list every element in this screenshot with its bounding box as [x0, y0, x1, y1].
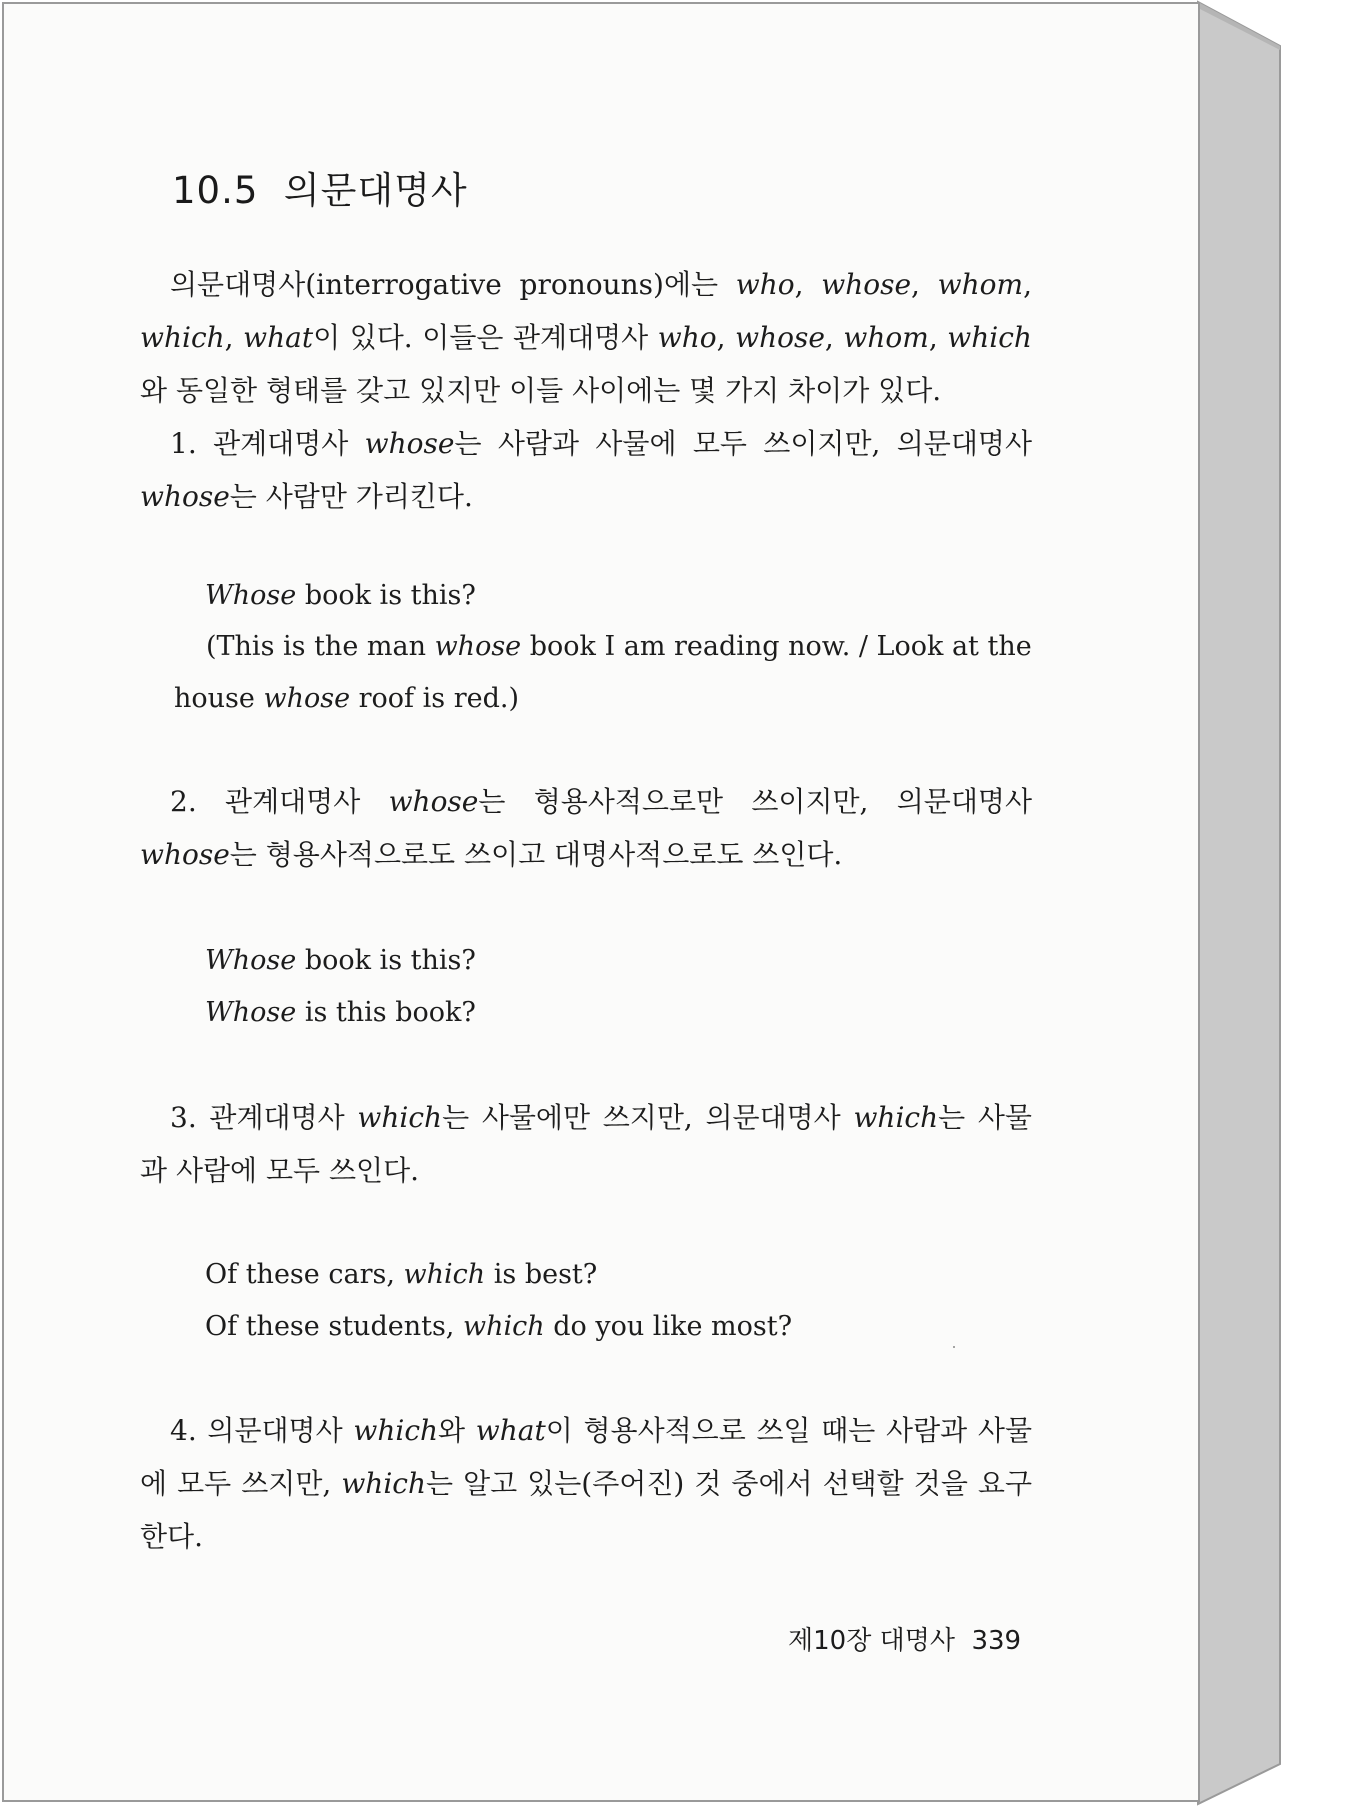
point-1 — [140, 417, 1032, 523]
term-which: which — [403, 1259, 486, 1290]
example-text: (This is the man — [206, 631, 435, 662]
example-line — [205, 1249, 597, 1301]
point-text: 4. 의문대명사 — [170, 1414, 354, 1447]
section-title: 의문대명사 — [283, 169, 468, 212]
term-what: what — [243, 321, 314, 354]
term-which: which — [353, 1414, 439, 1447]
term-who: who — [735, 268, 795, 301]
comma: , — [824, 321, 844, 354]
intro-text: 와 동일한 형태를 갖고 있지만 이들 사이에는 몇 가지 차이가 있다. — [140, 374, 942, 407]
term-whose: whose — [263, 683, 351, 714]
point-text: 는 형용사적으로만 쓰이지만, 의문대명사 — [478, 785, 1032, 818]
example-line — [205, 987, 476, 1039]
intro-text: 의문대명사(interrogative pronouns)에는 — [170, 268, 736, 301]
speck — [953, 1346, 955, 1348]
point-text: 는 사람만 가리킨다. — [229, 480, 473, 513]
point-text: 와 — [438, 1414, 476, 1447]
point-2 — [140, 775, 1032, 881]
example-text: book I am reading now. / Look at the house — [174, 631, 1032, 714]
section-heading — [172, 160, 468, 214]
term-which: which — [462, 1311, 545, 1342]
comma: , — [928, 321, 948, 354]
comma: , — [794, 268, 822, 301]
page-number: 339 — [971, 1626, 1022, 1656]
term-who: who — [657, 321, 717, 354]
term-whose: whose — [364, 427, 455, 460]
point-text: 는 사물에만 쓰지만, 의문대명사 — [442, 1101, 854, 1134]
point-text: 1. 관계대명사 — [170, 427, 365, 460]
example-text: is best? — [485, 1259, 598, 1290]
term-which: which — [947, 321, 1032, 354]
point-text: 는 형용사적으로도 쓰이고 대명사적으로도 쓰인다. — [229, 838, 843, 871]
page-footer — [788, 1620, 1021, 1657]
intro-text: 이 있다. 이들은 관계대명사 — [313, 321, 658, 354]
comma: , — [716, 321, 736, 354]
example-line — [205, 570, 476, 622]
term-whom: whom — [843, 321, 929, 354]
example-line — [205, 1301, 792, 1353]
section-number: 10.5 — [172, 169, 259, 212]
example-text: do you like most? — [544, 1311, 793, 1342]
term-whose: whose — [140, 838, 230, 871]
term-which: which — [140, 321, 225, 354]
comma: , — [911, 268, 938, 301]
example-text: book is this? — [296, 945, 476, 976]
comma: , — [1023, 268, 1032, 301]
term-whose: Whose — [205, 580, 297, 611]
point-4 — [140, 1404, 1032, 1563]
chapter-label: 제10장 대명사 — [788, 1626, 955, 1656]
term-whose: Whose — [205, 997, 297, 1028]
example-text: Of these cars, — [205, 1259, 404, 1290]
point-text: 는 사람과 사물에 모두 쓰이지만, 의문대명사 — [454, 427, 1032, 460]
term-which: which — [341, 1467, 426, 1500]
example-text: Of these students, — [205, 1311, 463, 1342]
point-text: 3. 관계대명사 — [170, 1101, 358, 1134]
example-text: is this book? — [296, 997, 476, 1028]
term-which: which — [357, 1101, 443, 1134]
term-whose: whose — [735, 321, 825, 354]
term-what: what — [475, 1414, 546, 1447]
point-text: 2. 관계대명사 — [170, 785, 389, 818]
term-which: which — [853, 1101, 939, 1134]
term-whom: whom — [937, 268, 1024, 301]
term-whose: whose — [388, 785, 479, 818]
point-text: 는 사물과 사람에 모두 쓰인다. — [140, 1101, 1032, 1187]
term-whose: whose — [821, 268, 912, 301]
term-whose: Whose — [205, 945, 297, 976]
point-text: 이 형용사적으로 쓰일 때는 사람과 사물에 모두 쓰지만, — [140, 1414, 1032, 1500]
point-text: 는 알고 있는(주어진) 것 중에서 선택할 것을 요구한다. — [140, 1467, 1033, 1553]
example-note — [174, 621, 1032, 725]
example-line — [205, 935, 476, 987]
comma: , — [224, 321, 244, 354]
intro-paragraph — [140, 258, 1032, 417]
example-text: roof is red.) — [350, 683, 519, 714]
term-whose: whose — [140, 480, 230, 513]
example-text: book is this? — [296, 580, 476, 611]
point-3 — [140, 1091, 1032, 1197]
term-whose: whose — [434, 631, 522, 662]
